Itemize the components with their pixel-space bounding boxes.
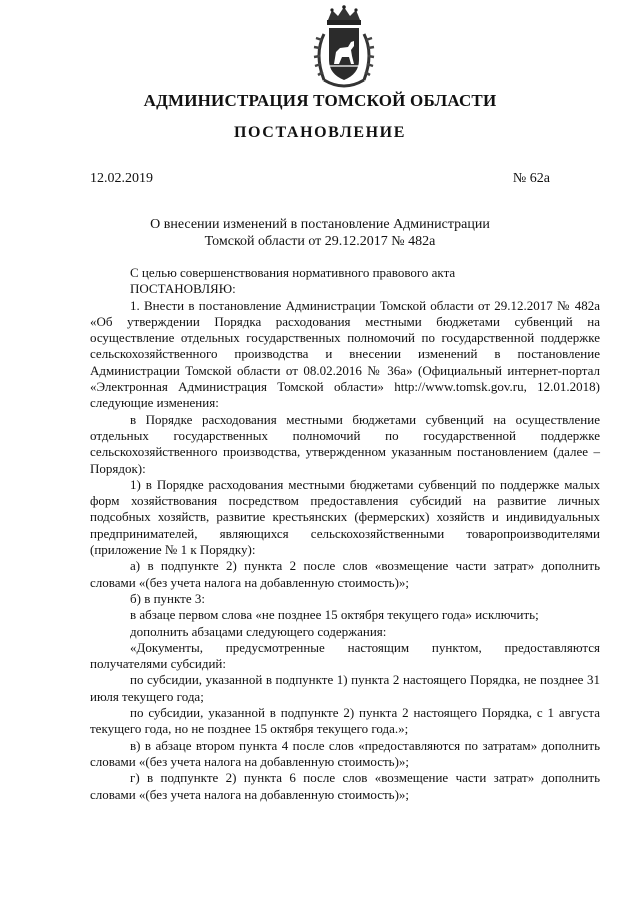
body-paragraph: а) в подпункте 2) пункта 2 после слов «возмещение части затрат» дополнить словами «(без учета налога на добавленную стоимость)»; xyxy=(90,558,600,590)
coat-of-arms-icon xyxy=(310,4,378,90)
body-paragraph: в Порядке расходования местными бюджетами субвенций на осуществление отдельных государственных полномочий по государственной поддержке сельскохозяйственного производства, утвержденном указанным постановлением (далее – Порядок): xyxy=(90,411,600,476)
subject-line: О внесении изменений в постановление Администрации xyxy=(150,217,490,232)
body-paragraph: 1. Внести в постановление Администрации Томской области от 29.12.2017 № 482а «Об утверждении Порядка расходования местными бюджетами субвенций на осуществление отдельных государственных полномочий по государственной поддержке сельскохозяйственного производства и внесении изменений в постановление Администрации Томской области от 08.02.2016 № 36а» (Официальный интернет-портал «Электронная Администрация Томской области» http://www.tomsk.gov.ru, 12.01.2018) следующие изменения: xyxy=(90,297,600,411)
document-body xyxy=(90,265,600,803)
body-paragraph: б) в пункте 3: xyxy=(130,590,205,606)
body-paragraph: в абзаце первом слова «не позднее 15 октября текущего года» исключить; xyxy=(130,607,539,623)
document-date: 12.02.2019 xyxy=(90,171,153,186)
body-paragraph: по субсидии, указанной в подпункте 1) пункта 2 настоящего Порядка, не позднее 31 июля текущего года; xyxy=(90,672,600,704)
subject-line: Томской области от 29.12.2017 № 482а xyxy=(204,234,436,249)
body-paragraph: «Документы, предусмотренные настоящим пунктом, предоставляются получателями субсидий: xyxy=(90,639,600,672)
organization-title: АДМИНИСТРАЦИЯ ТОМСКОЙ ОБЛАСТИ xyxy=(143,91,497,110)
document-type-title: ПОСТАНОВЛЕНИЕ xyxy=(234,124,406,141)
body-paragraph: дополнить абзацами следующего содержания: xyxy=(130,623,387,639)
body-paragraph: С целью совершенствования нормативного правового акта xyxy=(130,265,456,280)
document-subject xyxy=(150,216,490,250)
body-paragraph: 1) в Порядке расходования местными бюджетами субвенций по поддержке малых форм хозяйствования посредством предоставления субсидий на развитие личных подсобных хозяйств, развитие крестьянских (фермерских) хозяйств и индивидуальных предпринимателей, являющихся сельскохозяйственными товаропроизводителями (приложение № 1 к Порядку): xyxy=(90,476,600,558)
document-number: № 62а xyxy=(512,171,550,186)
body-paragraph: г) в подпункте 2) пункта 6 после слов «возмещение части затрат» дополнить словами «(без учета налога на добавленную стоимость)»; xyxy=(90,770,600,802)
body-paragraph: ПОСТАНОВЛЯЮ: xyxy=(130,281,236,297)
body-paragraph: по субсидии, указанной в подпункте 2) пункта 2 настоящего Порядка, с 1 августа текущего года, но не позднее 15 октября текущего года.»; xyxy=(90,705,600,737)
body-paragraph: в) в абзаце втором пункта 4 после слов «предоставляются по затратам» дополнить словами «(без учета налога на добавленную стоимость)»; xyxy=(90,737,600,769)
